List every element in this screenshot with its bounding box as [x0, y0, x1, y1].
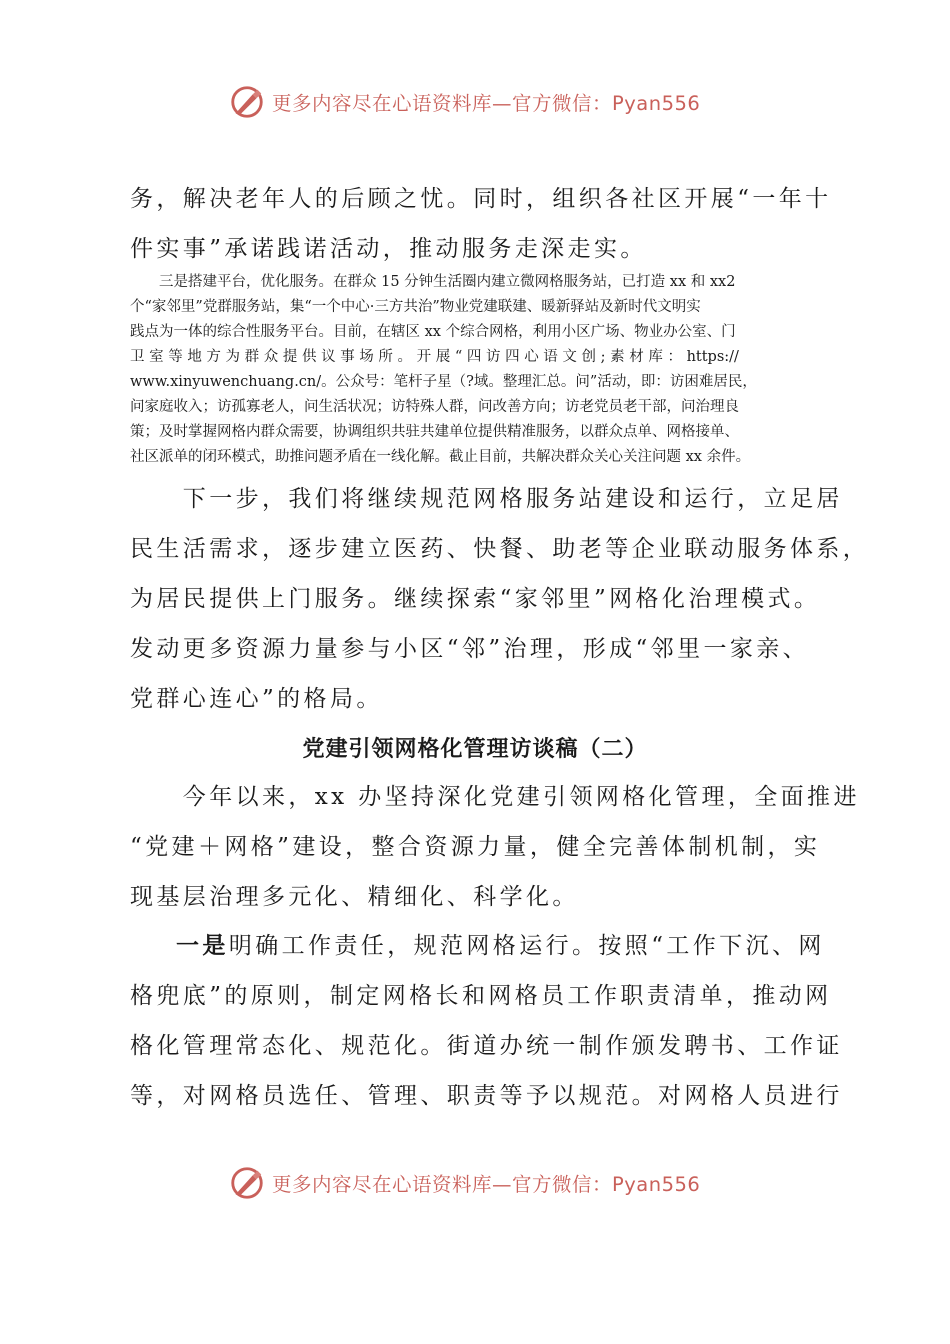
text-line: 格兜底”的原则，制定网格长和网格员工作职责清单，推动网	[130, 983, 832, 1009]
text-line: www.xinyuwenchuang.cn/。公众号：笔杆子星（?域。整理汇总。问”活动，即：访困难居民，	[130, 374, 757, 390]
pen-logo-icon	[228, 1164, 266, 1202]
watermark-top	[228, 82, 700, 122]
paragraph-continuation	[130, 174, 830, 274]
text-line: 策；及时掌握网格内群众需要，协调组织共驻共建单位提供精准服务，以群众点单、网格接单、	[130, 424, 739, 440]
text-line: 下一步，我们将继续规范网格服务站建设和运行，立足居	[130, 486, 843, 512]
text-line: 问家庭收入；访孤寡老人，问生活状况；访特殊人群，问改善方向；访老党员老干部，问治理良	[130, 399, 739, 415]
text-line: “党建＋网格”建设，整合资源力量，健全完善体制机制，实	[130, 834, 821, 860]
paragraph-first-point	[130, 921, 843, 1121]
text-line: 三是搭建平台，优化服务。在群众 15 分钟生活圈内建立微网格服务站，已打造 xx 和 xx2	[130, 274, 736, 290]
pen-logo-icon	[228, 83, 266, 121]
text-line: 社区派单的闭环模式，助推问题矛盾在一线化解。截止目前，共解决群众关心关注问题 xx 余件。	[130, 449, 751, 465]
paragraph-next-step	[130, 474, 870, 724]
text-line: 务，解决老年人的后顾之忧。同时，组织各社区开展“一年十	[130, 186, 832, 212]
watermark-text: 更多内容尽在心语资料库—官方微信：Pyan556	[272, 92, 701, 115]
paragraph-intro	[130, 772, 860, 922]
watermark-bottom	[228, 1163, 700, 1203]
text-line: 等，对网格员选任、管理、职责等予以规范。对网格人员进行	[130, 1083, 843, 1109]
text-line: 现基层治理多元化、精细化、科学化。	[130, 884, 579, 910]
text-line: 卫 室 等 地 方 为 群 众 提 供 议 事 场 所 。 开 展 “ 四 访 四 心 语 文 创 ; 素 材 库 ： https://	[130, 349, 739, 365]
paragraph-platform	[130, 270, 830, 470]
text-run: 明确工作责任，规范网格运行。按照“工作下沉、网	[228, 933, 825, 959]
text-line	[130, 921, 830, 971]
section-title: 党建引领网格化管理访谈稿（二）	[302, 736, 648, 762]
text-line: 个“家邻里”党群服务站，集“一个中心·三方共治”物业党建联建、暖新驿站及新时代文明实	[130, 299, 701, 315]
text-line: 格化管理常态化、规范化。街道办统一制作颁发聘书、工作证	[130, 1033, 843, 1059]
text-line: 为居民提供上门服务。继续探索“家邻里”网格化治理模式。	[130, 586, 821, 612]
text-line: 党群心连心”的格局。	[130, 686, 383, 712]
watermark-text: 更多内容尽在心语资料库—官方微信：Pyan556	[272, 1173, 701, 1196]
text-line: 件实事”承诺践诺活动，推动服务走深走实。	[130, 236, 647, 262]
text-line: 今年以来，xx 办坚持深化党建引领网格化管理，全面推进	[130, 784, 860, 810]
text-line: 民生活需求，逐步建立医药、快餐、助老等企业联动服务体系，	[130, 536, 870, 562]
text-line: 践点为一体的综合性服务平台。目前，在辖区 xx 个综合网格，利用小区广场、物业办公室、门	[130, 324, 736, 340]
bold-lead: 一是	[176, 932, 229, 959]
text-line: 发动更多资源力量参与小区“邻”治理，形成“邻里一家亲、	[130, 636, 810, 662]
